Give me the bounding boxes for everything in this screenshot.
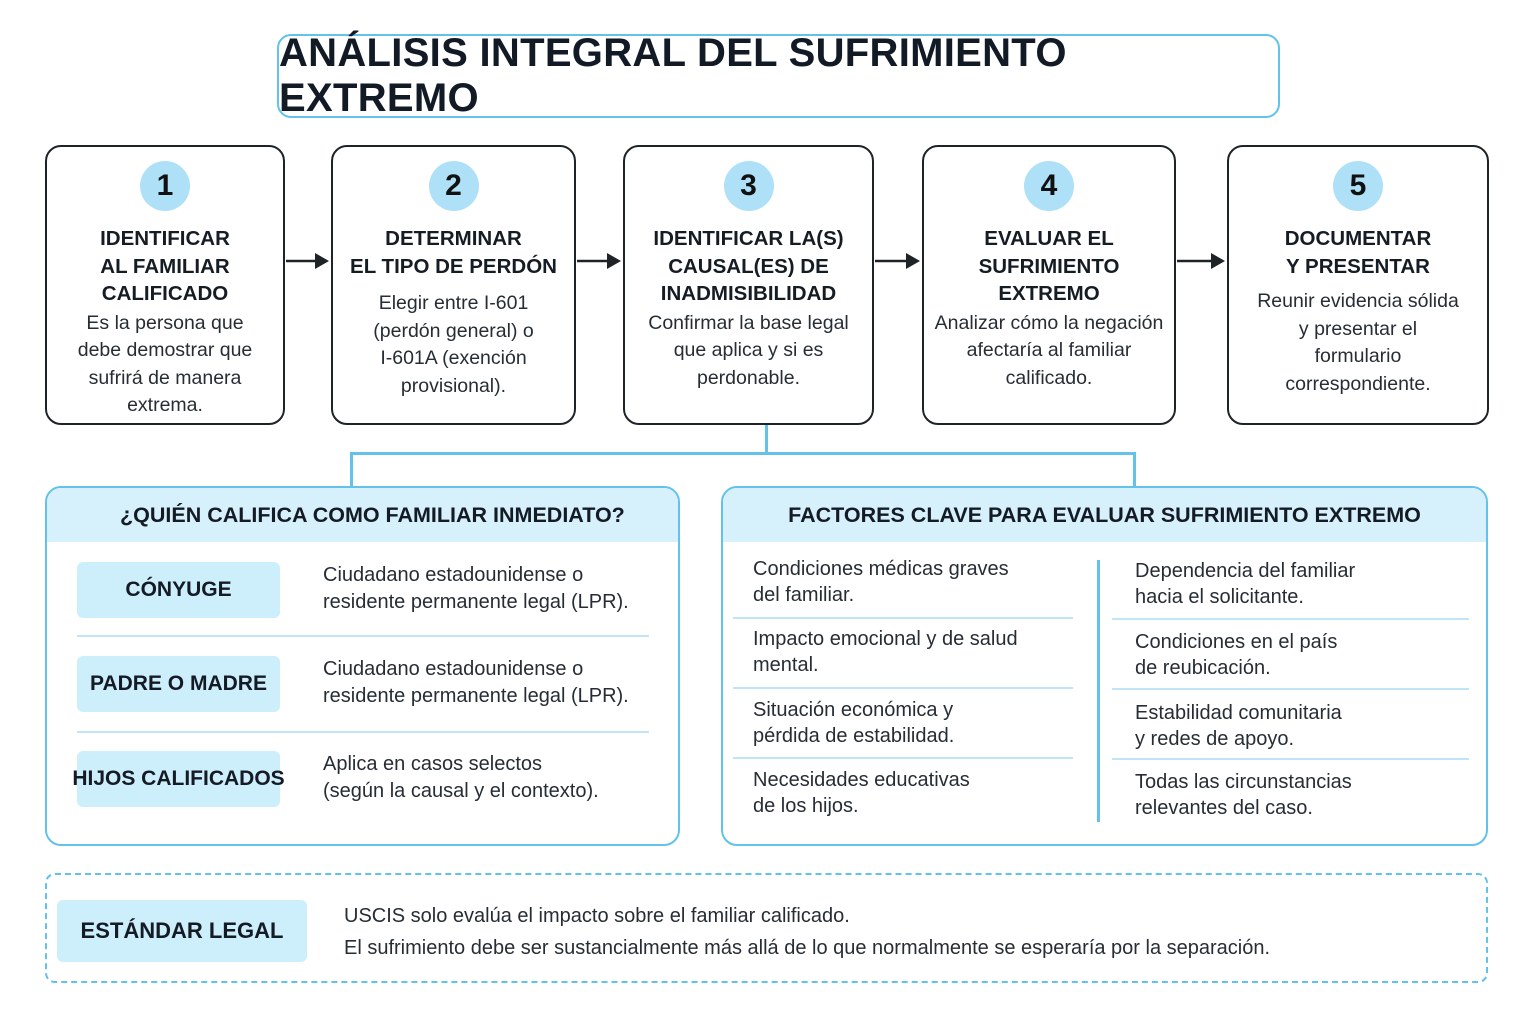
factor-item: Impacto emocional y de salud mental.	[753, 628, 1018, 676]
family-member-row	[77, 648, 649, 724]
step-description: Elegir entre I-601 (perdón general) o I-601A (exención provisional).	[373, 292, 534, 397]
row-divider	[77, 731, 649, 733]
family-panel	[45, 486, 680, 846]
column-separator	[1097, 560, 1100, 822]
legal-standard-label: ESTÁNDAR LEGAL	[57, 900, 307, 962]
factors-panel-heading	[723, 488, 1486, 542]
step-description: Es la persona que debe demostrar que sufrirá de manera extrema.	[77, 311, 253, 416]
step-number-badge: 5	[1333, 161, 1383, 211]
step-description: Analizar cómo la negación afectaría al familiar calificado.	[934, 311, 1164, 389]
title-banner	[277, 31, 1280, 120]
member-description: Ciudadano estadounidense o residente permanente legal (LPR).	[323, 658, 629, 707]
family-member-row	[77, 554, 649, 630]
row-divider	[733, 617, 1073, 619]
step-number-badge: 4	[1024, 161, 1074, 211]
connector-line	[350, 452, 353, 487]
step-description: Confirmar la base legal que aplica y si es perdonable.	[648, 311, 849, 389]
step-number-badge: 1	[140, 161, 190, 211]
family-panel-heading-text: ¿QUIÉN CALIFICA COMO FAMILIAR INMEDIATO?	[120, 502, 625, 527]
row-divider	[1112, 758, 1469, 760]
connector-line	[350, 452, 1136, 455]
connector-line	[765, 425, 768, 453]
row-divider	[77, 635, 649, 637]
step-card-5	[1227, 145, 1489, 425]
legal-standard-line: USCIS solo evalúa el impacto sobre el familiar calificado.	[344, 905, 850, 927]
factor-item: Condiciones médicas graves del familiar.	[753, 558, 1009, 606]
step-description: Reunir evidencia sólida y presentar el formulario correspondiente.	[1257, 290, 1459, 395]
member-description: Ciudadano estadounidense o residente permanente legal (LPR).	[323, 564, 629, 613]
member-description: Aplica en casos selectos (según la causal y el contexto).	[323, 753, 599, 802]
legal-standard-line: El sufrimiento debe ser sustancialmente más allá de lo que normalmente se esperaría por la separación.	[344, 937, 1271, 959]
connector-line	[1133, 452, 1136, 487]
factors-panel-heading-text: FACTORES CLAVE PARA EVALUAR SUFRIMIENTO EXTREMO	[788, 502, 1421, 527]
legal-standard-box	[45, 873, 1488, 983]
factor-item: Condiciones en el país de reubicación.	[1135, 631, 1338, 679]
member-label: CÓNYUGE	[77, 562, 280, 618]
step-title: EVALUAR EL SUFRIMIENTO EXTREMO	[978, 227, 1120, 305]
row-divider	[733, 757, 1073, 759]
factors-panel	[721, 486, 1488, 846]
row-divider	[733, 687, 1073, 689]
step-number-badge: 3	[724, 161, 774, 211]
member-label: PADRE O MADRE	[77, 656, 280, 712]
step-card-4	[922, 145, 1176, 425]
factor-item: Necesidades educativas de los hijos.	[753, 769, 970, 817]
step-title: IDENTIFICAR AL FAMILIAR CALIFICADO	[100, 227, 230, 305]
family-panel-heading	[47, 488, 678, 542]
factor-item: Todas las circunstancias relevantes del caso.	[1135, 771, 1352, 819]
arrow-right-icon	[874, 250, 922, 272]
arrow-right-icon	[576, 250, 623, 272]
step-title: IDENTIFICAR LA(S) CAUSAL(ES) DE INADMISIBILIDAD	[653, 227, 844, 305]
step-title: DOCUMENTAR Y PRESENTAR	[1284, 227, 1432, 278]
factor-item: Estabilidad comunitaria y redes de apoyo.	[1135, 702, 1342, 750]
member-label: HIJOS CALIFICADOS	[77, 751, 280, 807]
step-number-badge: 2	[429, 161, 479, 211]
step-card-2	[331, 145, 576, 425]
step-card-3	[623, 145, 874, 425]
factor-item: Situación económica y pérdida de estabilidad.	[753, 699, 955, 747]
row-divider	[1112, 618, 1469, 620]
row-divider	[1112, 688, 1469, 690]
arrow-right-icon	[285, 250, 331, 272]
factor-item: Dependencia del familiar hacia el solicitante.	[1135, 560, 1356, 608]
step-title: DETERMINAR EL TIPO DE PERDÓN	[350, 227, 557, 278]
family-member-row	[72, 743, 649, 819]
arrow-right-icon	[1176, 250, 1227, 272]
page-title: ANÁLISIS INTEGRAL DEL SUFRIMIENTO EXTREMO	[279, 31, 1067, 120]
step-card-1	[45, 145, 285, 425]
